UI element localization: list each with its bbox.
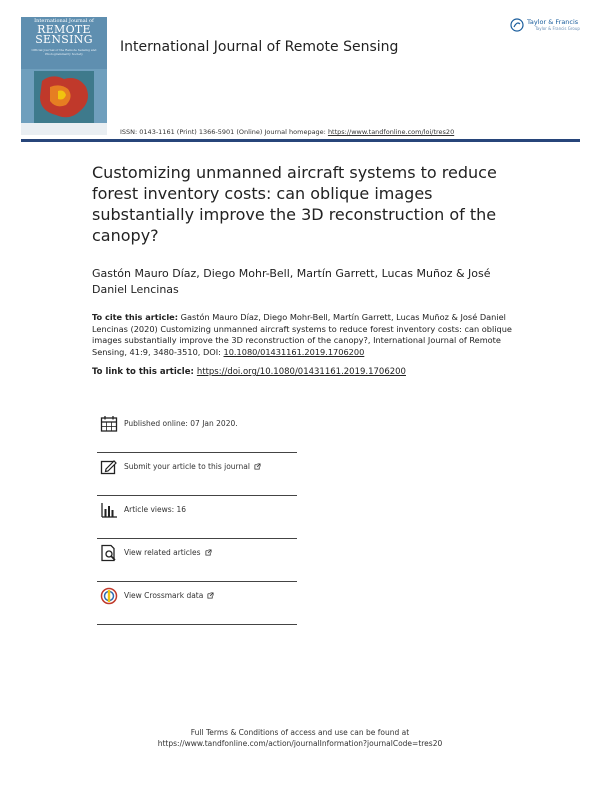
submit-article-link[interactable] xyxy=(124,462,261,471)
citation-label: To cite this article: xyxy=(92,312,178,322)
article-views-text: Article views: 16 xyxy=(124,505,187,514)
cover-subtitle: Official Journal of the Remote Sensing and Photogrammetry Society xyxy=(31,48,97,56)
publisher-name: Taylor & Francis xyxy=(527,18,579,26)
journal-homepage-link[interactable]: https://www.tandfonline.com/loi/tres20 xyxy=(327,128,455,136)
cover-footer-bar xyxy=(21,123,107,135)
footer-terms-link[interactable]: https://www.tandfonline.com/action/journalInformation?journalCode=tres20 xyxy=(157,739,443,748)
cover-title-line2: SENSING xyxy=(35,33,93,46)
external-link-icon xyxy=(254,463,261,470)
cover-map-illustration xyxy=(34,71,94,123)
external-link-icon xyxy=(205,549,212,556)
info-item-submit[interactable] xyxy=(97,453,297,496)
cover-title-line1: REMOTE xyxy=(37,23,91,36)
publisher-logo[interactable] xyxy=(510,18,582,34)
issn-text: ISSN: 0143-1161 (Print) 1366-5901 (Online) Journal homepage: xyxy=(120,128,328,136)
doi-link[interactable]: 10.1080/01431161.2019.1706200 xyxy=(223,346,365,357)
publisher-subname: Taylor & Francis Group xyxy=(535,26,580,31)
cover-title xyxy=(21,25,107,45)
crossmark-icon xyxy=(100,587,118,605)
citation-block xyxy=(92,312,524,358)
header-divider xyxy=(21,139,580,142)
page-footer xyxy=(0,727,600,749)
citation-text: Gastón Mauro Díaz, Diego Mohr-Bell, Martín Garrett, Lucas Muñoz & José Daniel Lencinas (2020) Customizing unmanned aircraft systems to reduce forest inventory costs: can oblique images substantially improve the 3D reconstruction of the canopy?, International Journal of Remote Sensing, 41:9, 3480-3510, DOI: xyxy=(92,312,512,357)
link-label: To link to this article: xyxy=(92,367,197,377)
external-link-icon xyxy=(207,592,214,599)
article-title: Customizing unmanned aircraft systems to reduce forest inventory costs: can oblique images substantially improve the 3D reconstruction of the canopy? xyxy=(92,163,497,245)
bar-chart-icon xyxy=(100,501,118,519)
related-articles-link[interactable] xyxy=(124,548,212,557)
journal-cover-image xyxy=(21,17,107,135)
crossmark-link[interactable] xyxy=(124,591,214,600)
related-articles-label: View related articles xyxy=(124,548,201,557)
footer-terms-text: Full Terms & Conditions of access and use can be found at xyxy=(190,728,410,737)
journal-title[interactable]: International Journal of Remote Sensing xyxy=(120,39,399,55)
article-authors: Gastón Mauro Díaz, Diego Mohr-Bell, Martín Garrett, Lucas Muñoz & José Daniel Lencinas xyxy=(92,267,491,296)
info-item-published xyxy=(97,410,297,453)
article-link-row xyxy=(92,367,406,377)
article-doi-url[interactable]: https://doi.org/10.1080/01431161.2019.1706200 xyxy=(196,367,406,377)
edit-icon xyxy=(100,458,118,476)
crossmark-label: View Crossmark data xyxy=(124,591,204,600)
info-item-crossmark[interactable] xyxy=(97,582,297,625)
calendar-icon xyxy=(100,415,118,433)
article-info-list xyxy=(97,410,297,625)
submit-article-label: Submit your article to this journal xyxy=(124,462,250,471)
issn-line xyxy=(120,128,454,136)
search-document-icon xyxy=(100,544,118,562)
published-online-text: Published online: 07 Jan 2020. xyxy=(124,419,238,428)
cover-line1: International Journal of xyxy=(34,18,94,24)
info-item-related[interactable] xyxy=(97,539,297,582)
info-item-views xyxy=(97,496,297,539)
publisher-logo-icon xyxy=(510,18,524,32)
